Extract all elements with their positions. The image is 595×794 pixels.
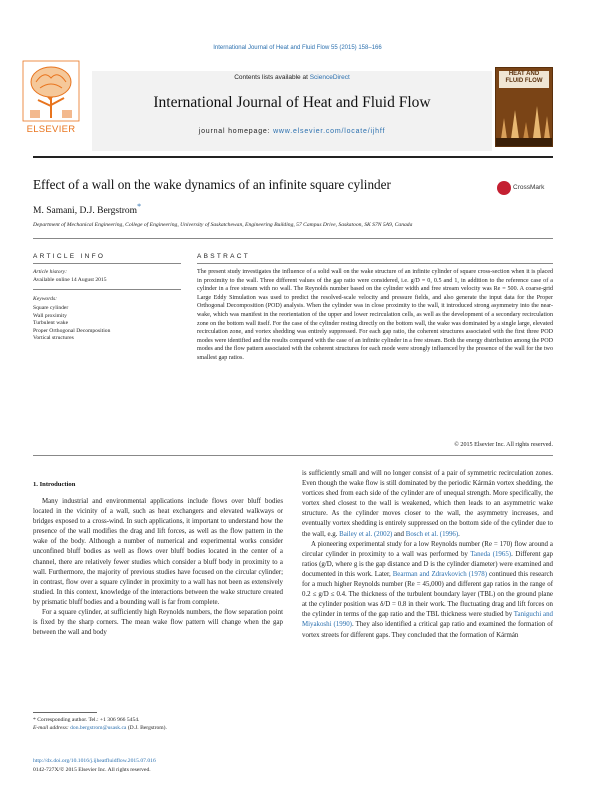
keyword-item: Wall proximity [33,312,67,319]
cover-art-icon [496,88,553,146]
keywords-list [33,305,110,343]
abstract-text: The present study investigates the influence of a solid wall on the wake structure of an infinite cylinder of square cross-section when it is placed in proximity to the wall. Three different values of the gap ratio were considered, i.e. g/D = 0, 0.5 and 1, in addition to the reference case of a cylinder in a free stream with no wall. The Reynolds number based on the cylinder width and free stream velocity was Re = 500. A coarse-grid Large Eddy Simulation was used to predict the resolved-scale velocity and pressure fields, and also generate the input data for the Proper Orthogonal Decomposition (POD) analysis. When the cylinder was in close proximity to the wall, it introduced strong asymmetry into the near-wake, which was manifest in the reorientation of the upper and lower recirculation cells, as well as the development of a secondary recirculation zone on the bottom wall itself. For the case of the cylinder resting directly on the bottom wall, the wake was dominated by a single large, elevated recirculation zone, and vortex shedding was entirely suppressed. For each gap ratio, the coherent structures associated with the first three POD modes were identified and the results compared with the case of an infinite cylinder in a free stream. Both the energy distribution among the POD modes and the flow pattern associated with the coherent structures for each mode were strongly influenced by the presence of the wall for the two smallest gap ratios. [197,269,553,361]
history-value: Available online 14 August 2015 [33,277,107,283]
affiliation-rule [33,238,553,239]
crossmark-icon [497,181,511,195]
email-note [33,724,283,732]
keyword-item: Proper Orthogonal Decomposition [33,327,111,334]
body-column-right [302,469,553,641]
keyword-item: Square cylinder [33,305,69,311]
journal-reference[interactable]: International Journal of Heat and Fluid Flow 55 (2015) 158–166 [213,45,382,51]
history-label: Article history: [33,269,68,275]
footnote-rule [33,712,97,713]
journal-masthead [92,71,492,151]
text-run: A pioneering experimental study for a low Reynolds number (Re = 170) flow around a circular cylinder in proximity to a wall was performed by [302,540,553,558]
paragraph [302,540,553,641]
text-run: is sufficiently small and will no longer consist of a pair of symmetric recirculation zones. Even though the wake flow is still dominated by the periodic Kármán vortex shedding, the vortices shed from each side of the cylinder are of unequal strength. More specifically, the vortex shed closest to the wall is weakened, which then leads to an asymmetric wake structure. As the cylinder moves closer to the wall, the asymmetry increases, and eventually vortex shedding is entirely suppressed on the bottom side of the cylinder due to the wall, e.g. [302,470,553,538]
issn-line: 0142-727X/© 2015 Elsevier Inc. All rights reserved. [33,767,151,773]
email-suffix: (D.J. Bergstrom). [126,725,167,732]
citation-link[interactable]: Bailey et al. (2002) [339,530,393,538]
journal-homepage [92,128,492,135]
text-run: . [458,530,460,538]
email-link[interactable]: don.bergstrom@usask.ca [70,725,127,732]
journal-cover-image [495,67,553,147]
keyword-item: Turbulent wake [33,320,69,327]
paragraph [302,469,553,540]
introduction-heading: 1. Introduction [33,481,76,488]
article-title: Effect of a wall on the wake dynamics of an infinite square cylinder [33,177,391,192]
text-run: continued this research for a much higher Reynolds number (Re = 45,000) and different gap ratios in the range of 0.2 ≤ g/D ≤ 0.4. The thickness of the turbulent boundary layer (TBL) on the ground plane at the cylinder position was δ/D = 0.8 in their work. The fluctuating drag and lift forces on the cylinder in terms of the gap ratio and the TBL thickness were studied by [302,570,553,619]
crossmark-label: CrossMark [513,184,545,191]
citation-link[interactable]: Taniguchi and Miyakoshi (1990) [302,611,553,629]
citation-link[interactable]: Taneda (1965) [470,550,512,558]
elsevier-tree-icon [22,60,80,122]
author-affiliation: Department of Mechanical Engineering, College of Engineering, University of Saskatchewan, Engineering Building, 57 Campus Drive, Saskatoon, SK S7N 5A9, Canada [33,222,413,228]
citation-link[interactable]: Bosch et al. (1996) [405,530,459,538]
citation-link[interactable]: Bearman and Zdravkovich (1978) [392,570,488,578]
contents-line [92,74,492,81]
body-column-left [33,497,283,638]
abstract-heading-rule [197,263,553,264]
sciencedirect-link[interactable]: ScienceDirect [309,74,350,81]
cover-title-line2: FLUID FLOW [505,78,543,84]
header-rule [33,156,553,158]
article-info-divider [33,289,181,290]
email-label: E-mail address: [33,725,71,732]
homepage-link[interactable]: www.elsevier.com/locate/ijhff [273,128,386,135]
author-list [33,202,141,216]
crossmark-button[interactable] [497,181,555,197]
abstract-copyright: © 2015 Elsevier Inc. All rights reserved. [454,442,553,448]
cover-title [499,71,549,85]
corresponding-author-note: * Corresponding author. Tel.: +1 306 966 5454. [33,717,140,723]
article-info-heading: ARTICLE INFO [33,253,106,260]
publisher-name: ELSEVIER [26,124,76,135]
doi-link[interactable]: http://dx.doi.org/10.1016/j.ijheatfluidflow.2015.07.016 [33,758,156,764]
paragraph: For a square cylinder, at sufficiently high Reynolds numbers, the flow separation point is fixed by the sharp corners. The mean wake flow pattern will change when the gap between the wall and body [33,609,283,637]
paragraph: Many industrial and environmental applications include flows over bluff bodies located in the vicinity of a wall, such as heat exchangers and elevated walkways or bridges exposed to a cross-wind. In such applications, it important to understand how the presence of the wall modifies the drag and lift forces, as well as the flow pattern in the wake of the body. Although a number of numerical and experimental works consider unconfined bluff bodies as well as flows over bluff bodies located in the center of a channel, there are relatively fewer studies which consider a bluff body in proximity to a wall. Furthermore, the majority of previous studies have focused on the circular cylinder; in contrast, flow over a square cylinder in proximity to a wall has not been as extensively studied. In this context, knowledge of the interactions between the wake structure created by prismatic bluff bodies and a bounding wall is far from complete. [33,498,283,606]
abstract-heading: ABSTRACT [197,253,251,260]
keyword-item: Vortical structures [33,335,74,342]
keywords-label: Keywords: [33,296,58,302]
homepage-prefix: journal homepage: [198,128,274,135]
text-run: . Different gap ratios (g/D, where g is the gap distance and D is the cylinder diameter) were examined and documented in this work. Later, [302,550,554,578]
author-names: M. Samani, D.J. Bergstrom [33,206,138,217]
text-run: and [392,530,406,538]
article-info-rule [33,263,181,264]
abstract-bottom-rule [33,455,553,456]
cover-title-line1: HEAT AND [508,71,540,77]
footnote [33,716,283,733]
contents-prefix: Contents lists available at [234,74,310,81]
corresponding-author-mark[interactable]: * [137,202,142,211]
elsevier-logo [22,60,80,136]
journal-title: International Journal of Heat and Fluid Flow [153,94,431,111]
text-run: . They also identified a critical gap ratio and examined the formation of vortex streets for different gaps. They concluded that the formation of Kármán [302,621,553,639]
